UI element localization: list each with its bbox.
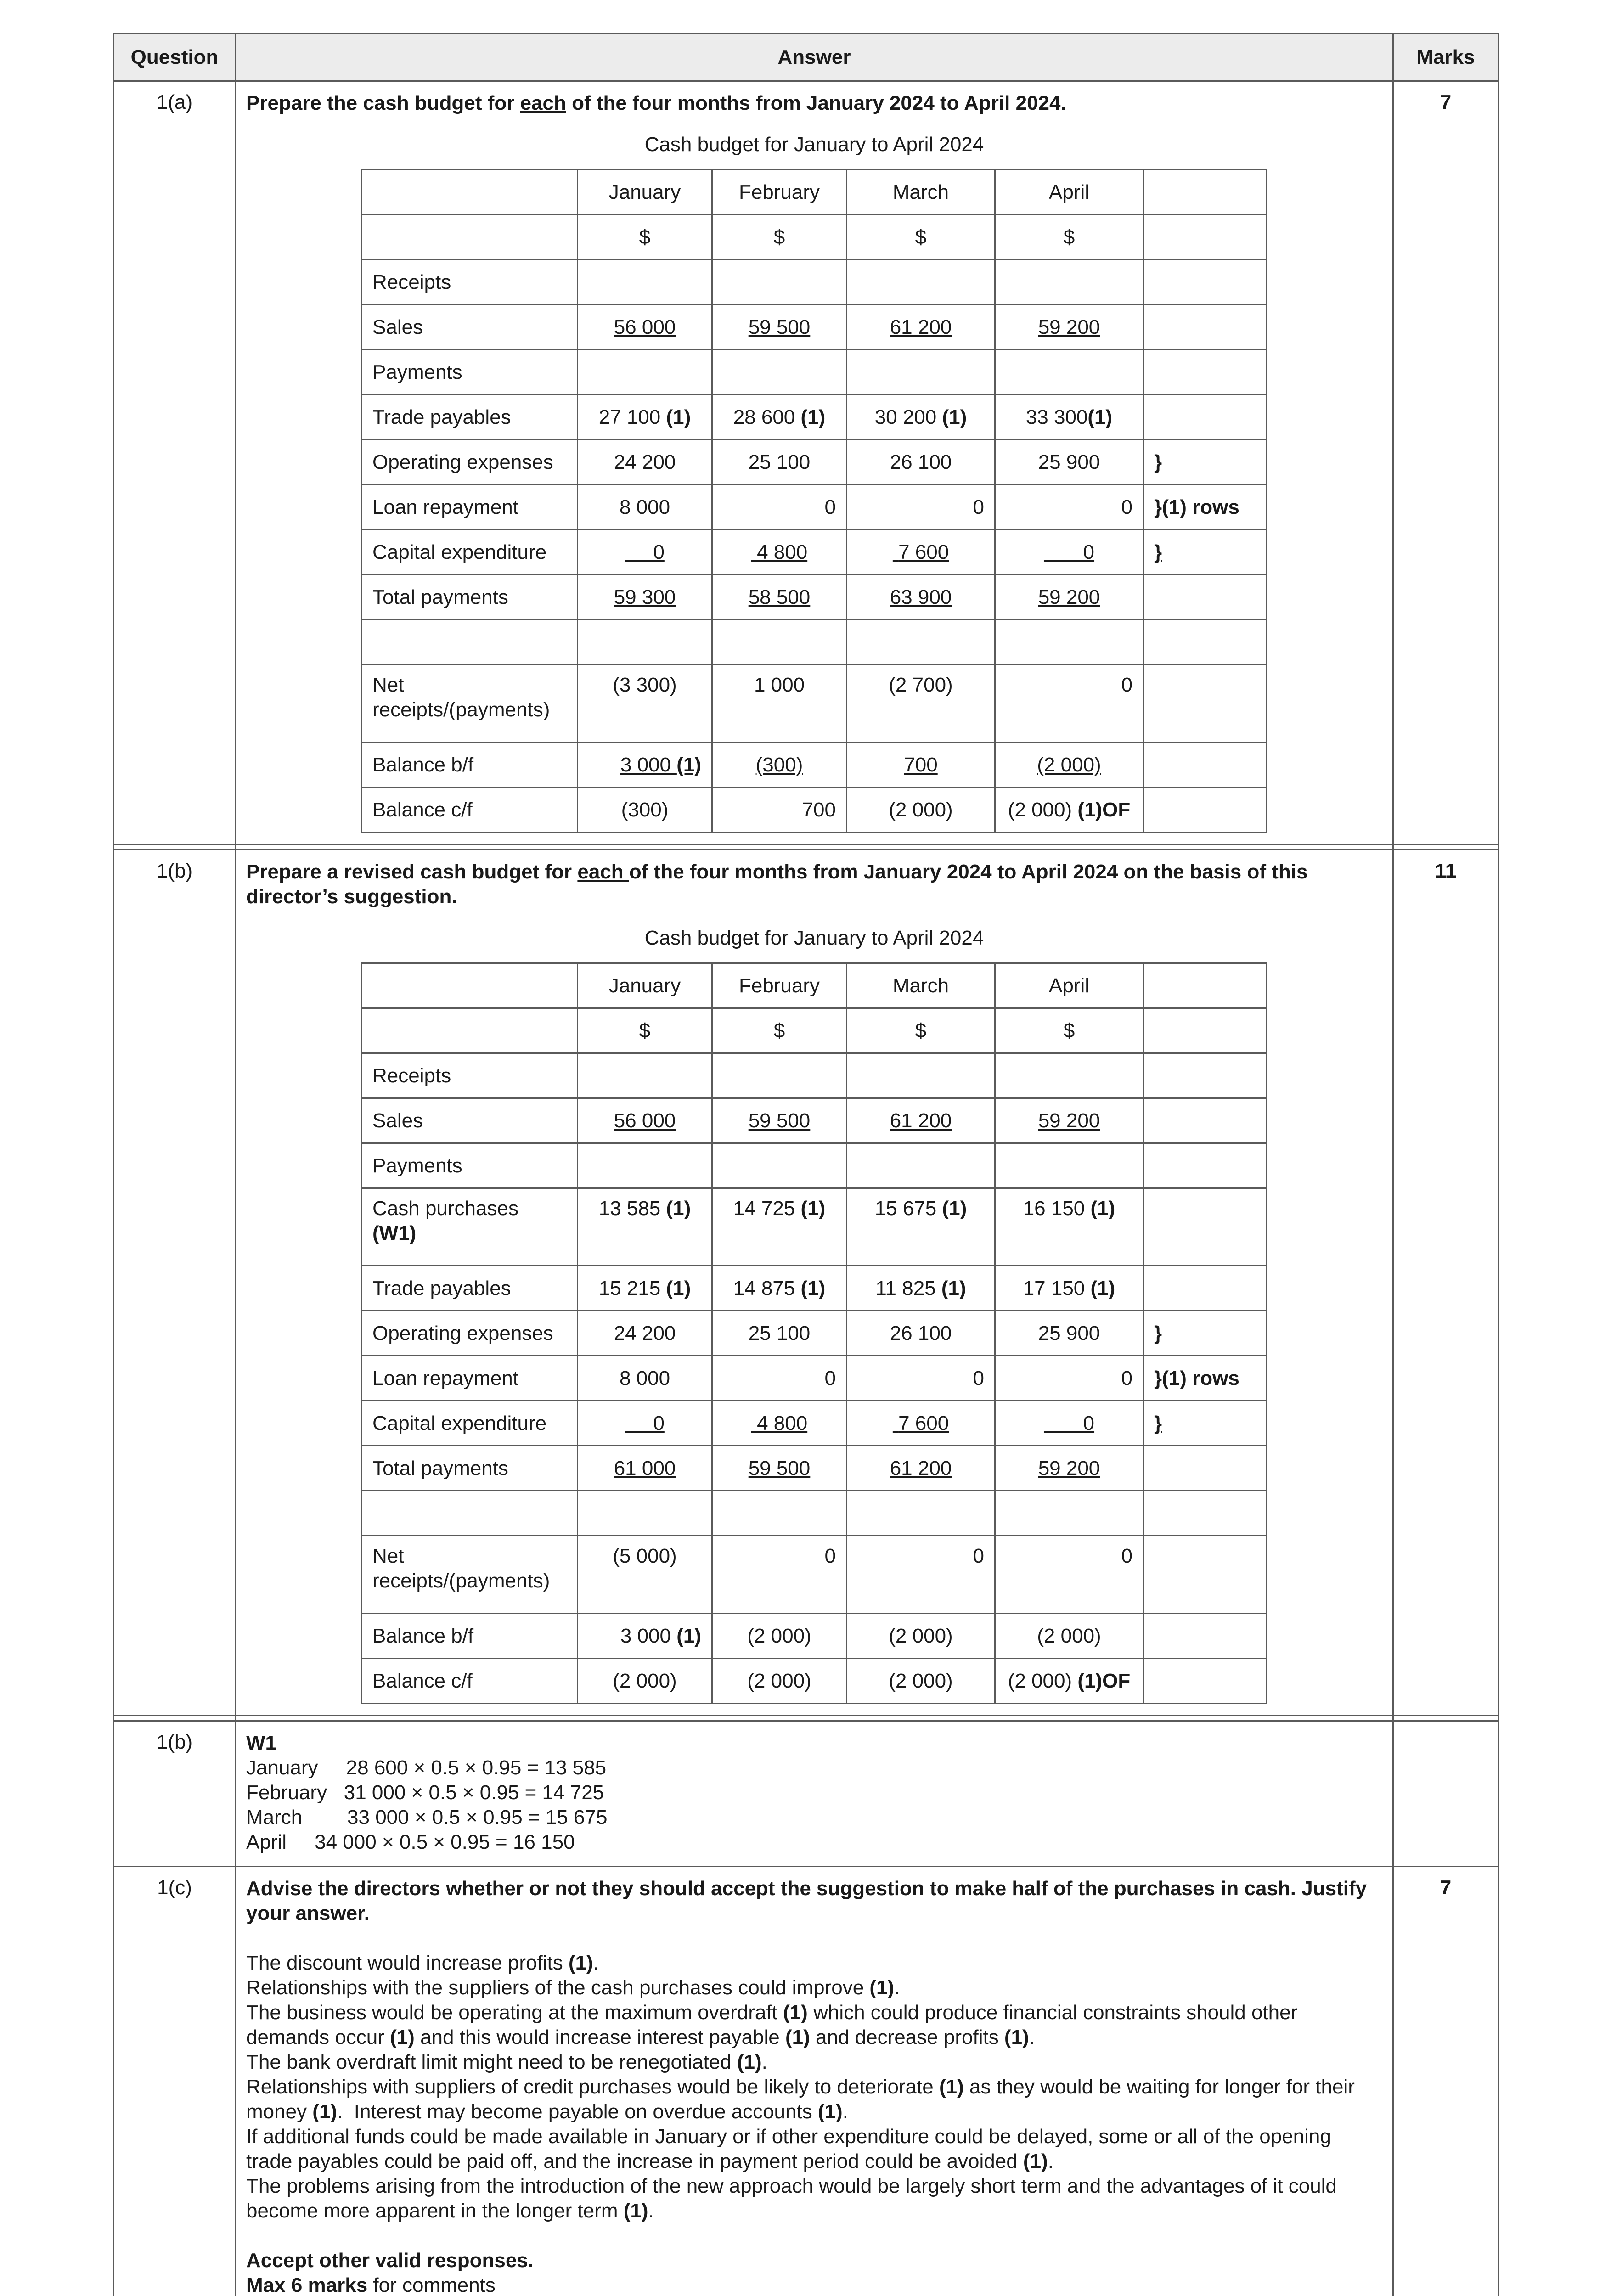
mark-scheme-table: [113, 33, 1499, 2296]
table-row: Payments: [362, 1143, 1267, 1188]
table-row: January February March April: [362, 963, 1267, 1008]
working-w1-row: [114, 1721, 1498, 1867]
question-text: Advise the directors whether or not they should accept the suggestion to make half of the purchases in cash. Justify your answer.: [246, 1877, 1367, 1925]
answer-point: If additional funds could be made available in January or if other expenditure could be delayed, some or all of the opening trade payables could be paid off, and the increase in payment period could be avoided (1).: [246, 2125, 1331, 2172]
header-answer: Answer: [236, 34, 1393, 81]
question-number: 1(a): [114, 81, 236, 845]
table-row: January February March April: [362, 170, 1267, 215]
working-line: March 33 000 × 0.5 × 0.95 = 15 675: [246, 1806, 608, 1829]
accept-note: Accept other valid responses.: [246, 2249, 534, 2272]
table-row: Capital expenditure 0 4 800 7 600 0 }: [362, 1401, 1267, 1446]
table-row: Net receipts/(payments) (3 300) 1 000 (2 700) 0: [362, 665, 1267, 743]
answer-point: Relationships with the suppliers of the cash purchases could improve (1).: [246, 1976, 900, 1999]
marks-value: 11: [1393, 850, 1498, 1716]
table-row: $ $ $ $: [362, 1008, 1267, 1053]
table-row: Cash purchases (W1) 13 585 (1) 14 725 (1) 15 675 (1) 16 150 (1): [362, 1188, 1267, 1266]
answer-point: The business would be operating at the maximum overdraft (1) which could produce financial constraints should other demands occur (1) and this would increase interest payable (1) and decrease profits (1).: [246, 2001, 1298, 2048]
working-line: February 31 000 × 0.5 × 0.95 = 14 725: [246, 1781, 604, 1804]
table-row: Total payments 61 000 59 500 61 200 59 200: [362, 1446, 1267, 1491]
answer-point: The discount would increase profits (1).: [246, 1952, 599, 1974]
question-number: 1(b): [114, 850, 236, 1716]
table-row: Loan repayment 8 000 0 0 0 }(1) rows: [362, 485, 1267, 530]
header-marks: Marks: [1393, 34, 1498, 81]
question-1b-row: [114, 850, 1498, 1716]
question-text: Prepare the cash budget for each of the four months from January 2024 to April 2024.: [246, 92, 1066, 114]
table-row: Trade payables 27 100 (1) 28 600 (1) 30 200 (1) 33 300(1): [362, 395, 1267, 440]
table-row: Receipts: [362, 260, 1267, 305]
table-row: Balance b/f 3 000 (1) (2 000) (2 000) (2 000): [362, 1614, 1267, 1659]
question-number: 1(c): [114, 1867, 236, 2296]
table-row: Capital expenditure 0 4 800 7 600 0 }: [362, 530, 1267, 575]
working-line: January 28 600 × 0.5 × 0.95 = 13 585: [246, 1756, 607, 1779]
max-marks-note: Max 6 marks for comments: [246, 2274, 496, 2296]
answer-point: Relationships with suppliers of credit purchases would be likely to deteriorate (1) as they would be waiting for longer for their money (1). Interest may become payable on overdue accounts (1).: [246, 2076, 1355, 2123]
table-row: Sales 56 000 59 500 61 200 59 200: [362, 305, 1267, 350]
table-row: [362, 620, 1267, 665]
working-line: April 34 000 × 0.5 × 0.95 = 16 150: [246, 1831, 575, 1853]
table-row: Operating expenses 24 200 25 100 26 100 25 900 }: [362, 440, 1267, 485]
question-1a-row: [114, 81, 1498, 845]
working-cell: [236, 1721, 1393, 1867]
question-1c-row: [114, 1867, 1498, 2296]
answer-cell: [236, 81, 1393, 845]
table-row: Receipts: [362, 1053, 1267, 1098]
answer-point: The bank overdraft limit might need to be renegotiated (1).: [246, 2051, 767, 2073]
table-row: Balance c/f (300) 700 (2 000) (2 000) (1)OF: [362, 788, 1267, 833]
table-row: Sales 56 000 59 500 61 200 59 200: [362, 1098, 1267, 1143]
question-number: 1(b): [114, 1721, 236, 1867]
answer-cell: [236, 850, 1393, 1716]
budget-title: Cash budget for January to April 2024: [644, 927, 984, 949]
answer-cell: [236, 1867, 1393, 2296]
mark-scheme-page: [113, 33, 1498, 2296]
table-row: Trade payables 15 215 (1) 14 875 (1) 11 825 (1) 17 150 (1): [362, 1266, 1267, 1311]
revised-cash-budget-table: [361, 962, 1267, 1704]
table-row: Balance b/f 3 000 (1) (300) 700 (2 000): [362, 743, 1267, 788]
table-row: Loan repayment 8 000 0 0 0 }(1) rows: [362, 1356, 1267, 1401]
table-row: $ $ $ $: [362, 215, 1267, 260]
question-text: Prepare a revised cash budget for each of the four months from January 2024 to April 2024 on the basis of this director’s suggestion.: [246, 861, 1308, 908]
marks-value: 7: [1393, 1867, 1498, 2296]
cash-budget-table: [361, 169, 1267, 833]
marks-value: 7: [1393, 81, 1498, 845]
table-row: Operating expenses 24 200 25 100 26 100 25 900 }: [362, 1311, 1267, 1356]
answer-point: The problems arising from the introduction of the new approach would be largely short term and the advantages of it could become more apparent in the longer term (1).: [246, 2175, 1337, 2222]
table-row: Total payments 59 300 58 500 63 900 59 200: [362, 575, 1267, 620]
working-title: W1: [246, 1732, 276, 1754]
header-question: Question: [114, 34, 236, 81]
table-row: Payments: [362, 350, 1267, 395]
table-row: [362, 1491, 1267, 1536]
table-row: Net receipts/(payments) (5 000) 0 0 0: [362, 1536, 1267, 1614]
table-row: Balance c/f (2 000) (2 000) (2 000) (2 000) (1)OF: [362, 1659, 1267, 1704]
budget-title: Cash budget for January to April 2024: [644, 133, 984, 156]
